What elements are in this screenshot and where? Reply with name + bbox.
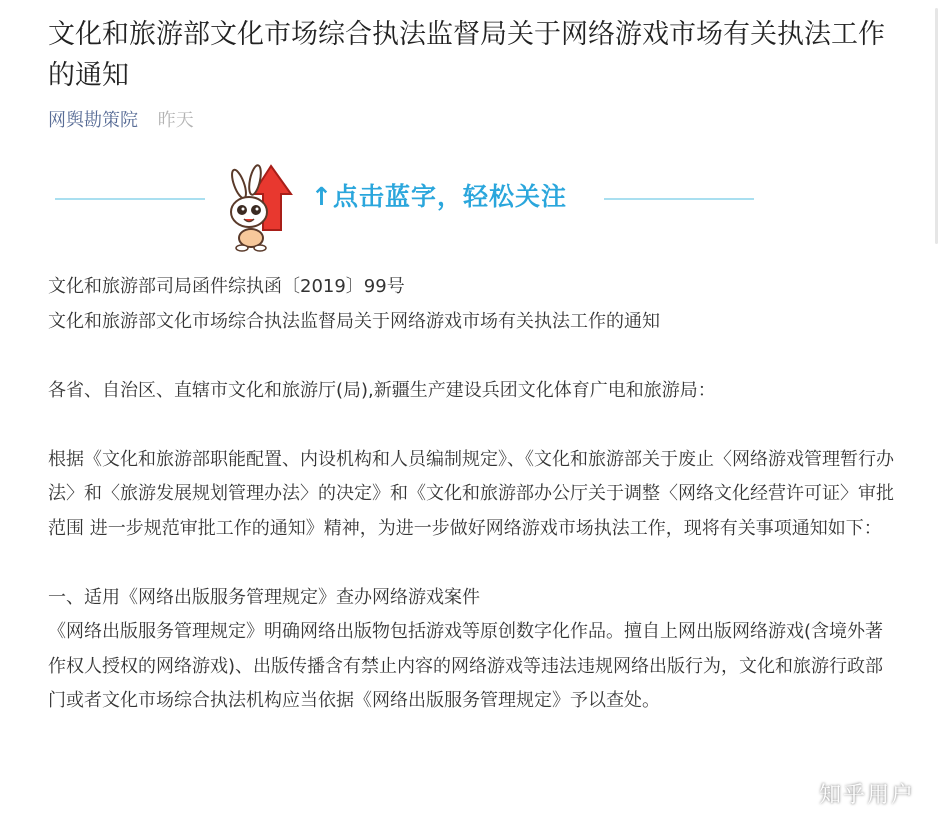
scrollbar[interactable] bbox=[933, 0, 939, 827]
paragraph-spacer bbox=[48, 408, 900, 443]
follow-banner[interactable] bbox=[55, 160, 755, 252]
scrollbar-thumb[interactable] bbox=[935, 8, 938, 244]
addressee: 各省、自治区、直辖市文化和旅游厅(局),新疆生产建设兵团文化体育广电和旅游局： bbox=[48, 379, 716, 401]
paragraph-spacer bbox=[48, 546, 900, 581]
document-number: 文化和旅游部司局函件综执函〔2019〕99号 bbox=[48, 276, 405, 297]
zhihu-watermark: 知乎用户 bbox=[818, 783, 915, 808]
paragraph-spacer bbox=[48, 339, 900, 374]
rabbit-mascot-icon bbox=[227, 160, 299, 252]
banner-divider-left bbox=[55, 198, 205, 200]
publish-date: 昨天 bbox=[157, 110, 194, 131]
follow-cta-text[interactable]: ↑点击蓝字，轻松关注 bbox=[311, 182, 567, 211]
article-meta bbox=[48, 108, 194, 134]
account-name-link[interactable]: 网舆勘策院 bbox=[48, 110, 138, 131]
document-title: 文化和旅游部文化市场综合执法监督局关于网络游戏市场有关执法工作的通知 bbox=[48, 310, 660, 332]
section-1-paragraph: 《网络出版服务管理规定》明确网络出版物包括游戏等原创数字化作品。擅自上网出版网络游戏(含境外著作权人授权的网络游戏)、出版传播含有禁止内容的网络游戏等违法违规网络出版行为，文化和旅游行政部门或者文化市场综合执法机构应当依据《网络出版服务管理规定》予以查处。 bbox=[48, 621, 884, 711]
banner-divider-right bbox=[604, 198, 754, 200]
article-title: 文化和旅游部文化市场综合执法监督局关于网络游戏市场有关执法工作的通知 bbox=[48, 19, 885, 91]
intro-paragraph: 根据《文化和旅游部职能配置、内设机构和人员编制规定》、《文化和旅游部关于废止〈网络游戏管理暂行办法〉和〈旅游发展规划管理办法〉的决定》和《文化和旅游部办公厅关于调整〈网络文化经营许可证〉审批范围 进一步规范审批工作的通知》精神，为进一步做好网络游戏市场执法工作，现将有关事项通知如下： bbox=[48, 448, 894, 539]
section-1-heading: 一、适用《网络出版服务管理规定》查办网络游戏案件 bbox=[48, 586, 480, 608]
article-body bbox=[48, 270, 900, 719]
